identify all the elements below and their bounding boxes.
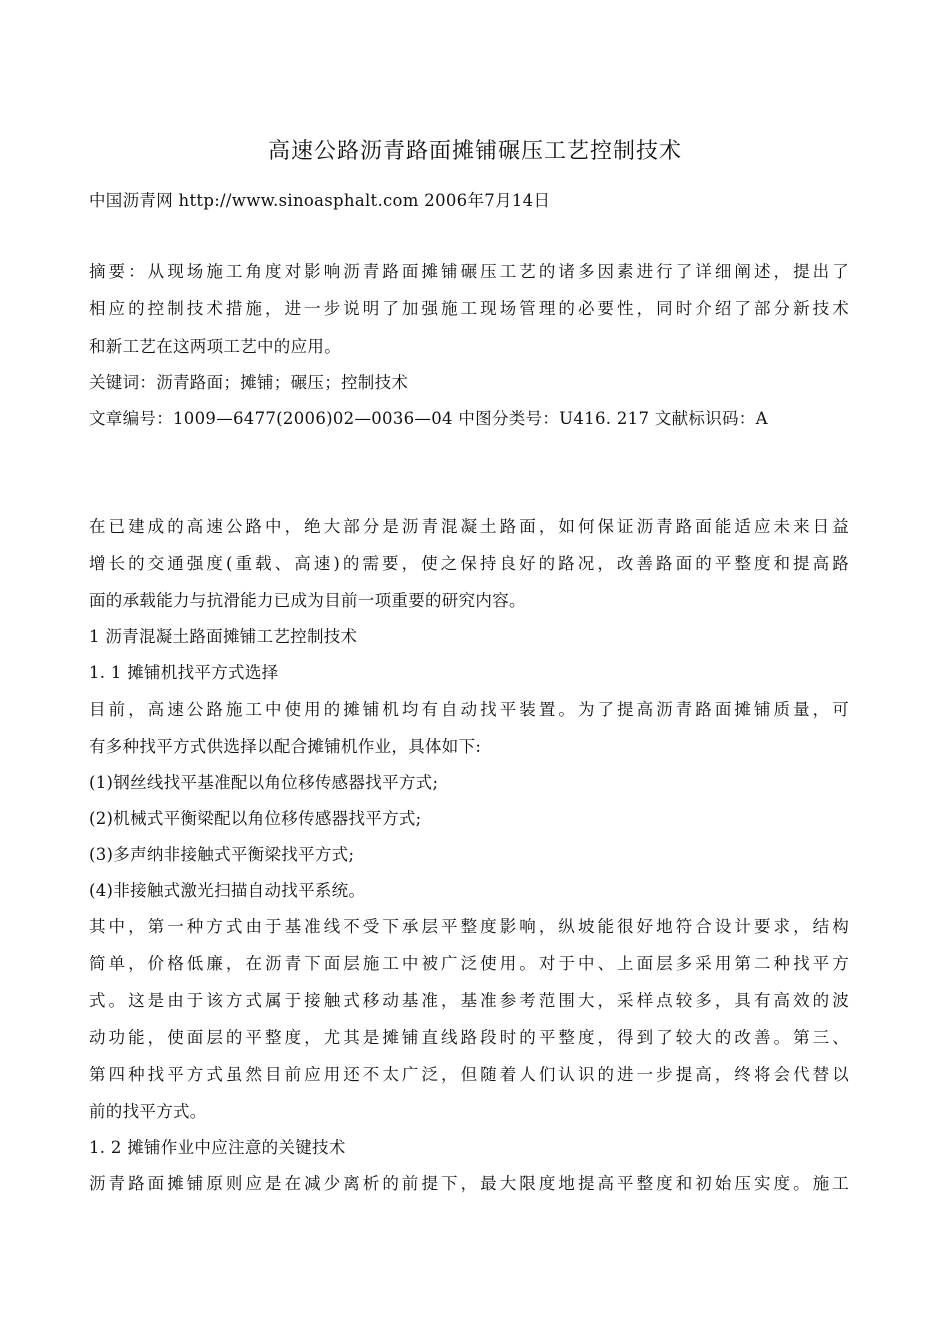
- article-info-line: 文章编号：1009—6477(2006)02—0036—04 中图分类号：U416. 217 文献标识码：A: [89, 409, 768, 428]
- abstract-line: 相应的控制技术措施，进一步说明了加强施工现场管理的必要性，同时介绍了部分新技术: [89, 299, 849, 318]
- body-line: 目前，高速公路施工中使用的摊铺机均有自动找平装置。为了提高沥青路面摊铺质量，可: [89, 700, 849, 719]
- body-line: 有多种找平方式供选择以配合摊铺机作业，具体如下:: [89, 737, 482, 756]
- body-line: 在已建成的高速公路中，绝大部分是沥青混凝土路面，如何保证沥青路面能适应未来日益: [89, 517, 849, 536]
- body-line: 其中，第一种方式由于基准线不受下承层平整度影响，纵坡能很好地符合设计要求，结构: [89, 917, 849, 936]
- abstract-line: 摘要：从现场施工角度对影响沥青路面摊铺碾压工艺的诸多因素进行了详细阐述，提出了: [89, 262, 849, 281]
- document-title: 高速公路沥青路面摊铺碾压工艺控制技术: [267, 139, 682, 164]
- body-line: 简单，价格低廉，在沥青下面层施工中被广泛使用。对于中、上面层多采用第二种找平方: [89, 954, 849, 973]
- body-line: 式。这是由于该方式属于接触式移动基准，基准参考范围大，采样点较多，具有高效的波: [89, 991, 849, 1010]
- body-line: 前的找平方式。: [89, 1102, 207, 1121]
- keywords-line: 关键词：沥青路面；摊铺；碾压；控制技术: [89, 373, 409, 392]
- body-line: 动功能，使面层的平整度，尤其是摊铺直线路段时的平整度，得到了较大的改善。第三、: [89, 1028, 849, 1047]
- list-item: (3)多声纳非接触式平衡梁找平方式;: [89, 845, 355, 864]
- body-line: 增长的交通强度(重载、高速)的需要，使之保持良好的路况，改善路面的平整度和提高路: [89, 554, 849, 573]
- body-line: 沥青路面摊铺原则应是在减少离析的前提下，最大限度地提高平整度和初始压实度。施工: [89, 1174, 849, 1193]
- body-line: 面的承载能力与抗滑能力已成为目前一项重要的研究内容。: [89, 591, 526, 610]
- section-heading: 1 沥青混凝土路面摊铺工艺控制技术: [89, 627, 358, 646]
- source-line: 中国沥青网 http://www.sinoasphalt.com 2006年7月14日: [89, 191, 551, 210]
- subsection-heading: 1. 2 摊铺作业中应注意的关键技术: [89, 1138, 346, 1157]
- body-line: 第四种找平方式虽然目前应用还不太广泛，但随着人们认识的进一步提高，终将会代替以: [89, 1065, 849, 1084]
- list-item: (4)非接触式激光扫描自动找平系统。: [89, 881, 366, 900]
- subsection-heading: 1. 1 摊铺机找平方式选择: [89, 663, 279, 682]
- list-item: (2)机械式平衡梁配以角位移传感器找平方式;: [89, 809, 422, 828]
- abstract-line: 和新工艺在这两项工艺中的应用。: [89, 337, 341, 356]
- list-item: (1)钢丝线找平基准配以角位移传感器找平方式;: [89, 773, 439, 792]
